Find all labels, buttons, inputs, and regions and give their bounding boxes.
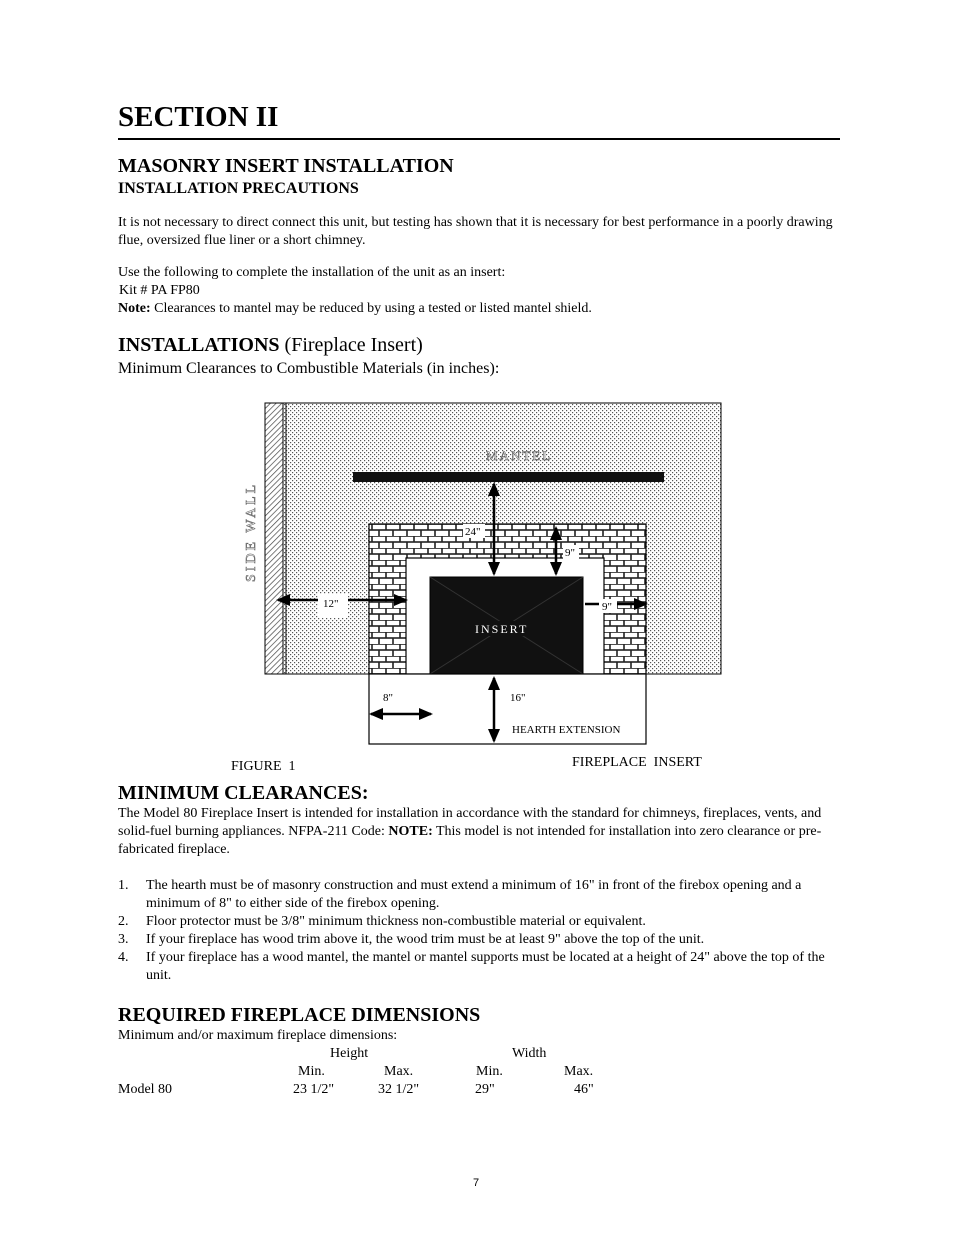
list-item: 1. The hearth must be of masonry construction and must extend a minimum of 16" in front of the firebox opening and a minimum of 8" to either side of the firebox opening. — [118, 878, 802, 911]
figure-caption-left: FIGURE 1 — [231, 759, 296, 774]
intro-text-a: The Model 80 Fireplace Insert is intended for installation in accordance with the standard for chimneys, fireplaces, vents, and solid-fuel burning appliances. NFPA-211 Code: — [118, 806, 822, 839]
list-item: 3. If your fireplace has wood trim above it, the wood trim must be at least 9" above the top of the unit. — [118, 932, 705, 947]
list-item: 2. Floor protector must be 3/8" minimum thickness non-combustible material or equivalent. — [118, 914, 646, 929]
col-width-header: Width — [512, 1046, 547, 1061]
height-min-value: 23 1/2" — [293, 1082, 335, 1097]
section-title: SECTION II — [118, 101, 279, 133]
width-max-header: Max. — [564, 1064, 594, 1079]
insert-instructions: Use the following to complete the installation of the unit as an insert: — [118, 265, 506, 280]
dim-9-side-label: 9" — [602, 601, 612, 613]
installations-heading-normal: (Fireplace Insert) — [279, 334, 423, 356]
figure-caption-right: FIREPLACE INSERT — [572, 755, 702, 770]
height-max-value: 32 1/2" — [378, 1082, 420, 1097]
fireplace-clearance-diagram — [230, 398, 730, 750]
precautions-paragraph: It is not necessary to direct connect this unit, but testing has shown that it is necessary for best performance in a poorly drawing flue, oversized flue liner or a short chimney. — [118, 215, 833, 248]
side-wall-label: SIDE WALL — [244, 481, 259, 582]
dim-12-label: 12" — [323, 598, 339, 610]
height-max-header: Max. — [384, 1064, 414, 1079]
intro-text-b: This model is not intended for installation into zero clearance or pre-fabricated fireplace. — [118, 824, 822, 857]
page-number: 7 — [473, 1177, 480, 1189]
dim-24-label: 24" — [465, 526, 481, 538]
dim-16-label: 16" — [510, 692, 526, 704]
intro-note-label: NOTE: — [388, 824, 433, 839]
side-wall — [265, 403, 283, 674]
width-min-header: Min. — [476, 1064, 503, 1079]
installations-heading — [118, 333, 423, 357]
precautions-heading: INSTALLATION PRECAUTIONS — [118, 180, 359, 197]
note-text: Clearances to mantel may be reduced by using a tested or listed mantel shield. — [150, 301, 592, 316]
col-height-header: Height — [330, 1046, 369, 1061]
note-label: Note: — [118, 301, 151, 316]
mantel-note — [118, 300, 838, 318]
width-max-value: 46" — [574, 1082, 594, 1097]
required-dimensions-heading: REQUIRED FIREPLACE DIMENSIONS — [118, 1004, 481, 1026]
width-min-value: 29" — [475, 1082, 495, 1097]
min-clearances-heading: MINIMUM CLEARANCES: — [118, 782, 369, 804]
dim-9-top-label: 9" — [565, 547, 575, 559]
clearance-requirements-list — [118, 877, 842, 985]
section-divider — [118, 138, 840, 140]
insert-label: INSERT — [475, 622, 529, 636]
dimensions-intro: Minimum and/or maximum fireplace dimensions: — [118, 1028, 398, 1043]
installations-heading-bold: INSTALLATIONS — [118, 334, 280, 356]
clearances-subtitle: Minimum Clearances to Combustible Materials (in inches): — [118, 360, 500, 377]
mantel — [353, 472, 664, 482]
dim-8-label: 8" — [383, 692, 393, 704]
list-item: 4. If your fireplace has a wood mantel, the mantel or mantel supports must be located at a height of 24" above the top of the unit. — [118, 950, 825, 983]
table-row-model: Model 80 — [118, 1082, 173, 1097]
masonry-heading: MASONRY INSERT INSTALLATION — [118, 155, 454, 177]
min-clearances-intro — [118, 805, 840, 859]
height-min-header: Min. — [298, 1064, 325, 1079]
kit-number: Kit # PA FP80 — [119, 283, 200, 298]
mantel-label: MANTEL — [486, 448, 553, 463]
hearth-extension-label: HEARTH EXTENSION — [512, 724, 621, 736]
